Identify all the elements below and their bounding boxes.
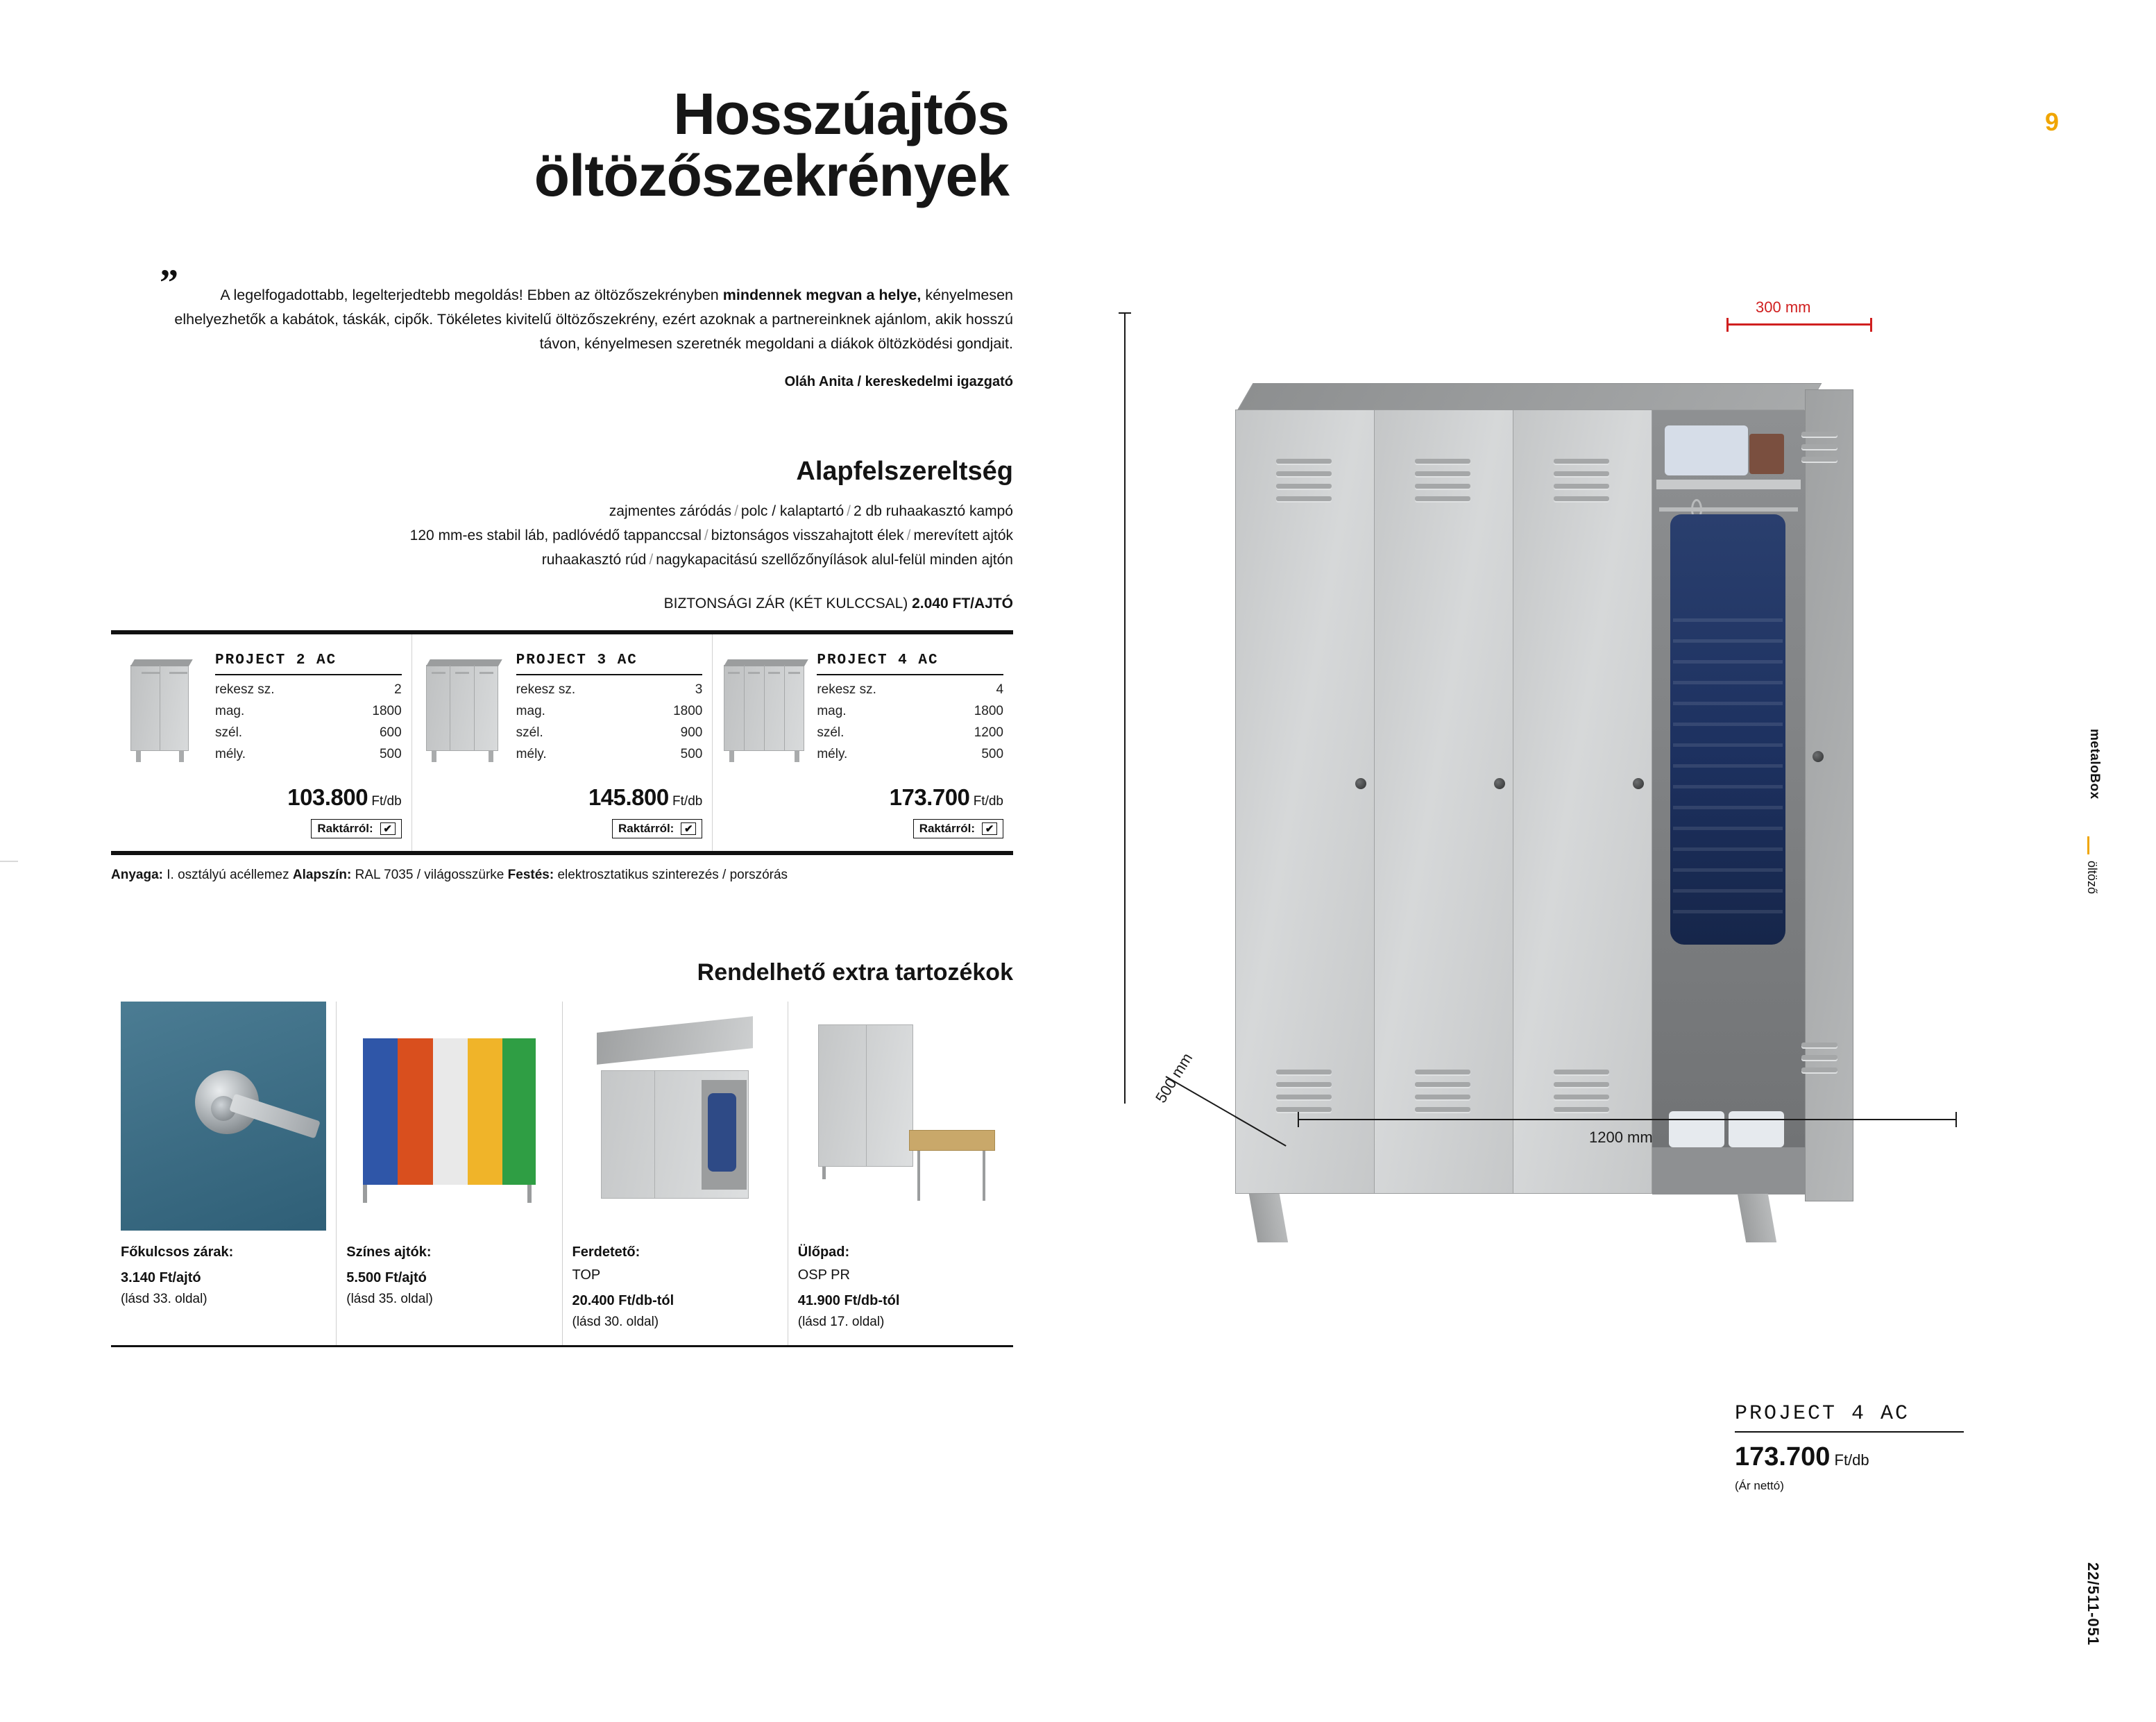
width-dimension-tick-right [1955,1112,1957,1127]
product-name: PROJECT 2 AC [215,652,402,675]
product-spec-table [215,652,402,765]
door-lock-knob-3[interactable] [1633,778,1644,789]
feature-separator: / [906,527,911,543]
quote-text [139,283,1013,355]
width-dimension-line [1298,1119,1957,1120]
material-key-3: Festés: [507,868,554,883]
feature-item: zajmentes záródás [609,503,732,519]
feature-line [111,499,1013,523]
cabinet-leg-left [1249,1194,1288,1242]
side-tab-category: öltöző [2085,861,2099,895]
feature-item: ruhaakasztó rúd [541,552,647,568]
featured-product-price [1735,1442,1964,1472]
stock-badge [311,819,401,838]
spec-label: mag. [215,704,245,719]
product-name: PROJECT 4 AC [817,652,1003,675]
spec-row [215,701,402,723]
material-value-1: I. osztályú acéllemez [162,868,293,883]
featured-product-block [1735,1402,1964,1493]
door-lock-knob-4[interactable] [1813,751,1824,762]
shelf-contents [1665,425,1748,475]
door-width-dimension-tick-right [1870,318,1872,332]
spec-label: szél. [516,725,543,740]
shelf-board [1656,480,1801,489]
product-card-top [722,652,1003,770]
extras-heading: Rendelhető extra tartozékok [697,959,1013,986]
shoe-right [1729,1111,1784,1147]
spec-label: mély. [817,746,848,761]
stock-check-icon: ✔ [982,822,997,835]
master-key-lock-photo [121,1002,326,1231]
feature-separator: / [734,503,738,519]
edge-crop-mark [0,861,18,862]
extra-price: 20.400 Ft/db-tól [572,1293,674,1309]
shelf-box [1749,434,1784,474]
spec-label: rekesz sz. [215,682,275,698]
spec-value: 1800 [372,704,402,719]
extra-price: 5.500 Ft/ajtó [346,1270,427,1286]
colored-doors-photo [346,1002,552,1231]
product-spec-table [817,652,1003,765]
feature-item: nagykapacitású szellőzőnyílások alul-felül minden ajtón [656,552,1013,568]
side-tab-brand: metaloBox [2087,729,2102,800]
spec-row [516,701,703,723]
coat-stripes [1673,618,1783,924]
locker-door-1[interactable] [1236,410,1375,1193]
product-thumbnail-project-2-ac [121,652,204,770]
quote-block [111,262,1013,389]
bench-photo [798,1002,1003,1231]
extra-item[interactable] [111,1002,336,1345]
spec-label: mag. [516,704,545,719]
product-thumbnail-project-4-ac [722,652,806,770]
product-table [111,634,1013,851]
feature-item: 2 db ruhaakasztó kampó [854,503,1013,519]
product-card[interactable] [111,634,411,851]
cabinet-leg-right [1738,1194,1776,1242]
spec-value: 500 [981,746,1004,761]
product-table-bottom-rule [111,851,1013,855]
extra-title: Színes ajtók: [346,1244,432,1260]
product-card-top [121,652,402,770]
extra-reference: (lásd 33. oldal) [121,1292,207,1307]
extra-price: 41.900 Ft/db-tól [797,1293,900,1309]
stock-check-icon: ✔ [380,822,396,835]
extra-item[interactable] [562,1002,788,1345]
lock-option-label: BIZTONSÁGI ZÁR (KÉT KULCCSAL) [663,596,908,612]
product-spec-table [516,652,703,765]
spec-row [215,723,402,744]
product-price [121,784,402,811]
feature-separator: / [704,527,708,543]
spec-value: 3 [695,682,703,698]
spec-label: mély. [215,746,246,761]
spec-value: 1200 [974,725,1004,740]
product-price-unit: Ft/db [672,794,703,809]
spec-value: 1800 [673,704,703,719]
product-price-value: 173.700 [889,784,970,811]
left-content-column [111,83,1013,1347]
spec-value: 500 [680,746,703,761]
cabinet-body [1235,410,1804,1194]
page-number: 9 [2044,108,2059,136]
spec-label: rekesz sz. [516,682,576,698]
door-lock-knob-1[interactable] [1355,778,1366,789]
door-lock-knob-2[interactable] [1494,778,1505,789]
material-note [111,868,1013,883]
product-name: PROJECT 3 AC [516,652,703,675]
height-dimension-tick-top [1119,312,1131,314]
spec-label: szél. [817,725,844,740]
feature-item: 120 mm-es stabil láb, padlóvédő tappanccsal [409,527,702,543]
quote-author: Oláh Anita / kereskedelmi igazgató [784,373,1013,389]
stock-label: Raktárról: [919,822,976,836]
product-price-unit: Ft/db [371,794,402,809]
material-value-3: elektrosztatikus szinterezés / porszórás [554,868,788,883]
product-thumbnail-project-3-ac [422,652,505,770]
depth-label: 500 mm [1152,1049,1196,1106]
quote-text-bold: mindennek megvan a helye, [722,287,922,304]
door-width-dimension-line [1726,323,1872,326]
quote-text-part2: kényelmesen elhelyezhetők a kabátok, táskák, cipők. Tökéletes kivitelű öltözőszekrény, ezért azoknak a partnereinknek ajánlom, akik hosszú távon, kényelmesen szeretnék megoldani a diákok öltözködési gondjait. [174,287,1013,352]
extra-item[interactable] [336,1002,561,1345]
spec-label: rekesz sz. [817,682,876,698]
spec-row [215,679,402,701]
width-dimension-tick-left [1298,1112,1299,1127]
project-4-ac-locker-photo [1187,340,1971,1298]
spec-value: 900 [680,725,703,740]
spec-value: 2 [394,682,402,698]
quote-text-part1: A legelfogadottabb, legelterjedtebb megoldás! Ebben az öltözőszekrényben [220,287,723,304]
extra-item[interactable] [788,1002,1013,1345]
compartment-floor [1652,1147,1805,1195]
spec-row [817,679,1003,701]
extra-price: 3.140 Ft/ajtó [121,1270,201,1286]
spec-row [516,679,703,701]
sloping-roof-photo [572,1002,778,1231]
feature-separator: / [649,552,654,568]
feature-item: polc / kalaptartó [740,503,844,519]
spec-value: 500 [379,746,402,761]
extra-subtitle: TOP [572,1267,601,1283]
product-card[interactable] [712,634,1013,851]
extra-reference: (lásd 35. oldal) [346,1292,433,1307]
extra-title: Főkulcsos zárak: [121,1244,234,1260]
shoe-left [1669,1111,1724,1147]
door-width-label: 300 mm [1756,298,1811,316]
feature-line [111,523,1013,548]
extra-title: Ülőpad: [797,1244,850,1260]
featured-price-value: 173.700 [1735,1442,1831,1471]
product-price-unit: Ft/db [973,794,1004,809]
feature-item: biztonságos visszahajtott élek [711,527,904,543]
product-price [722,784,1003,811]
locker-cabinet [1187,368,1922,1270]
featured-product-name: PROJECT 4 AC [1735,1402,1964,1433]
spec-label: szél. [215,725,243,740]
featured-price-net-note: (Ár nettó) [1735,1479,1784,1492]
material-value-2: RAL 7035 / világosszürke [351,868,508,883]
page-title [111,83,1013,207]
stock-badge [612,819,702,838]
spec-value: 4 [996,682,1004,698]
product-photo-area [1124,298,2061,1409]
locker-door-2[interactable] [1375,410,1513,1193]
open-compartment-interior [1652,410,1805,1195]
feature-separator: / [847,503,851,519]
product-card[interactable] [411,634,713,851]
lock-option-line [111,596,1013,612]
spec-row [817,744,1003,766]
equipment-heading: Alapfelszereltség [796,456,1013,486]
stock-check-icon: ✔ [681,822,696,835]
featured-price-unit: Ft/db [1834,1451,1869,1469]
equipment-features [111,499,1013,573]
locker-door-3[interactable] [1513,410,1652,1193]
stock-label: Raktárról: [618,822,674,836]
width-label: 1200 mm [1589,1129,1653,1146]
spec-row [516,744,703,766]
open-locker-door-4[interactable] [1805,389,1853,1201]
spec-row [516,723,703,744]
material-key-2: Alapszín: [292,868,352,883]
lock-option-price: 2.040 FT/AJTÓ [912,596,1013,612]
spec-label: mély. [516,746,547,761]
product-price-value: 145.800 [588,784,669,811]
spec-row [817,701,1003,723]
extras-list [111,1002,1013,1347]
product-price [422,784,703,811]
quote-mark-icon: ” [160,262,178,304]
spec-value: 600 [379,725,402,740]
hanger-rod [1659,507,1798,512]
product-card-top [422,652,703,770]
spec-row [215,744,402,766]
side-product-code: 22/511-051 [2085,1562,2102,1646]
side-accent-rule [2087,836,2089,854]
page-title-line2: öltözőszekrények [534,143,1009,209]
extra-reference: (lásd 17. oldal) [797,1315,885,1330]
door-width-dimension-tick-left [1726,318,1729,332]
material-key-1: Anyaga: [111,868,163,883]
product-price-value: 103.800 [287,784,368,811]
height-dimension-line [1124,312,1126,1104]
stock-badge [913,819,1003,838]
spec-value: 1800 [974,704,1004,719]
extra-reference: (lásd 30. oldal) [572,1315,659,1330]
stock-label: Raktárról: [317,822,373,836]
extra-title: Ferdetető: [572,1244,640,1260]
spec-label: mag. [817,704,847,719]
feature-line [111,548,1013,572]
extra-subtitle: OSP PR [797,1267,850,1283]
page-title-line1: Hosszúajtós [673,81,1009,146]
feature-item: merevített ajtók [913,527,1013,543]
spec-row [817,723,1003,744]
